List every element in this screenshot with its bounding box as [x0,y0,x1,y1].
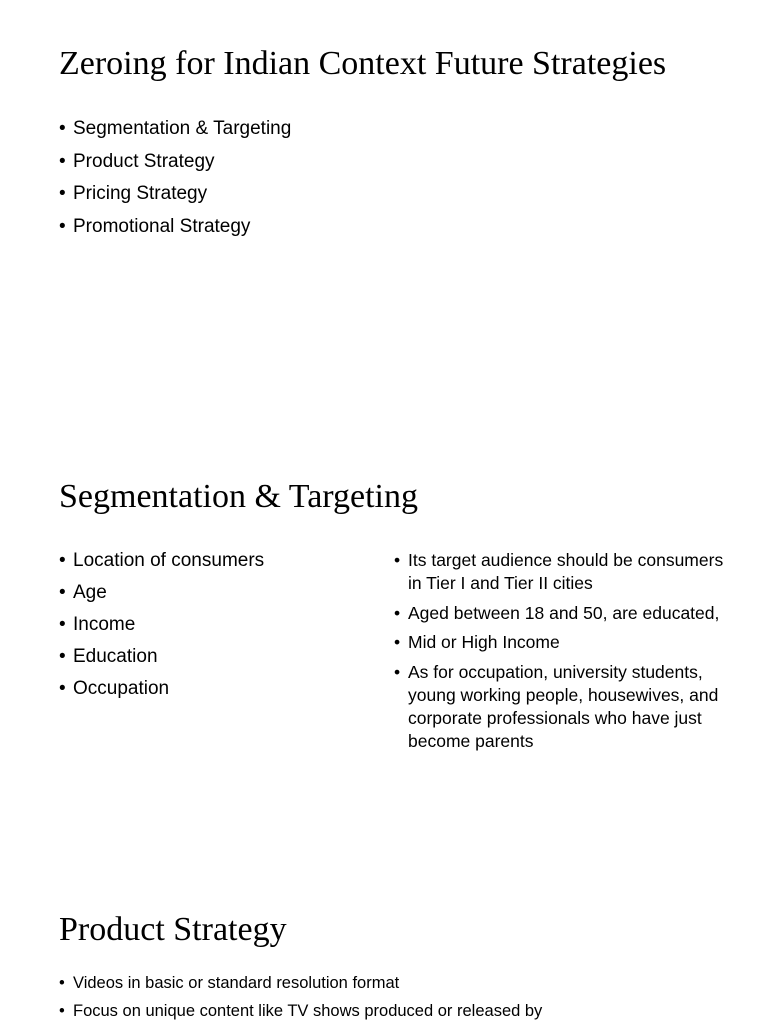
list-item-text: Age [73,582,107,603]
bullet-icon: • [59,215,66,237]
right-bullet-list [394,549,734,759]
list-item [59,149,699,175]
bullet-icon: • [59,614,66,635]
bullet-icon: • [59,582,66,603]
bullet-icon: • [59,678,66,699]
list-item-text: Its target audience should be consumers in Tier I and Tier II cities [408,550,724,593]
list-item-text: Aged between 18 and 50, are educated, [408,602,720,623]
list-item [59,1001,749,1021]
left-bullet-list [59,548,359,708]
list-item-text: Mid or High Income [408,632,560,653]
bullet-icon: • [59,974,65,992]
list-item [59,214,699,240]
list-item-text: Education [73,646,158,667]
list-item-text: Focus on unique content like TV shows produced or released by [73,1001,543,1020]
bullet-icon: • [59,183,66,204]
bullet-list [59,973,749,1024]
slide-3 [0,870,768,1024]
list-item [59,548,359,574]
list-item [59,644,359,670]
bullet-icon: • [394,602,401,623]
bullet-icon: • [394,662,401,683]
list-item-text: Videos in basic or standard resolution format [73,974,400,992]
list-item [59,973,749,993]
bullet-icon: • [394,550,401,570]
list-item-text: Segmentation & Targeting [73,118,292,139]
list-item [59,181,699,207]
list-item [59,612,359,638]
list-item-text: Location of consumers [73,550,265,571]
bullet-icon: • [59,118,66,139]
list-item [59,580,359,606]
list-item [394,549,734,595]
list-item [394,631,734,654]
list-item-text: Product Strategy [73,150,215,172]
slide-1 [0,0,768,430]
list-item [59,116,699,142]
list-item [394,661,734,752]
list-item [59,676,359,702]
list-item-text: As for occupation, university students, young working people, housewives, and corporate professionals who have just become parents [408,662,719,751]
list-item-text: Income [73,614,136,635]
bullet-icon: • [59,646,66,667]
list-item-text: Pricing Strategy [73,183,208,204]
bullet-icon: • [59,1001,65,1020]
bullet-icon: • [59,150,66,172]
list-item-text: Occupation [73,678,170,699]
list-item [394,602,734,625]
list-item-text: Promotional Strategy [73,215,251,237]
bullet-icon: • [394,632,401,653]
slide-title: Product Strategy [59,911,287,948]
bullet-list [59,116,699,246]
bullet-icon: • [59,550,66,571]
slide-2 [0,430,768,870]
slide-title: Segmentation & Targeting [59,478,418,515]
slide-title: Zeroing for Indian Context Future Strategies [59,45,667,82]
